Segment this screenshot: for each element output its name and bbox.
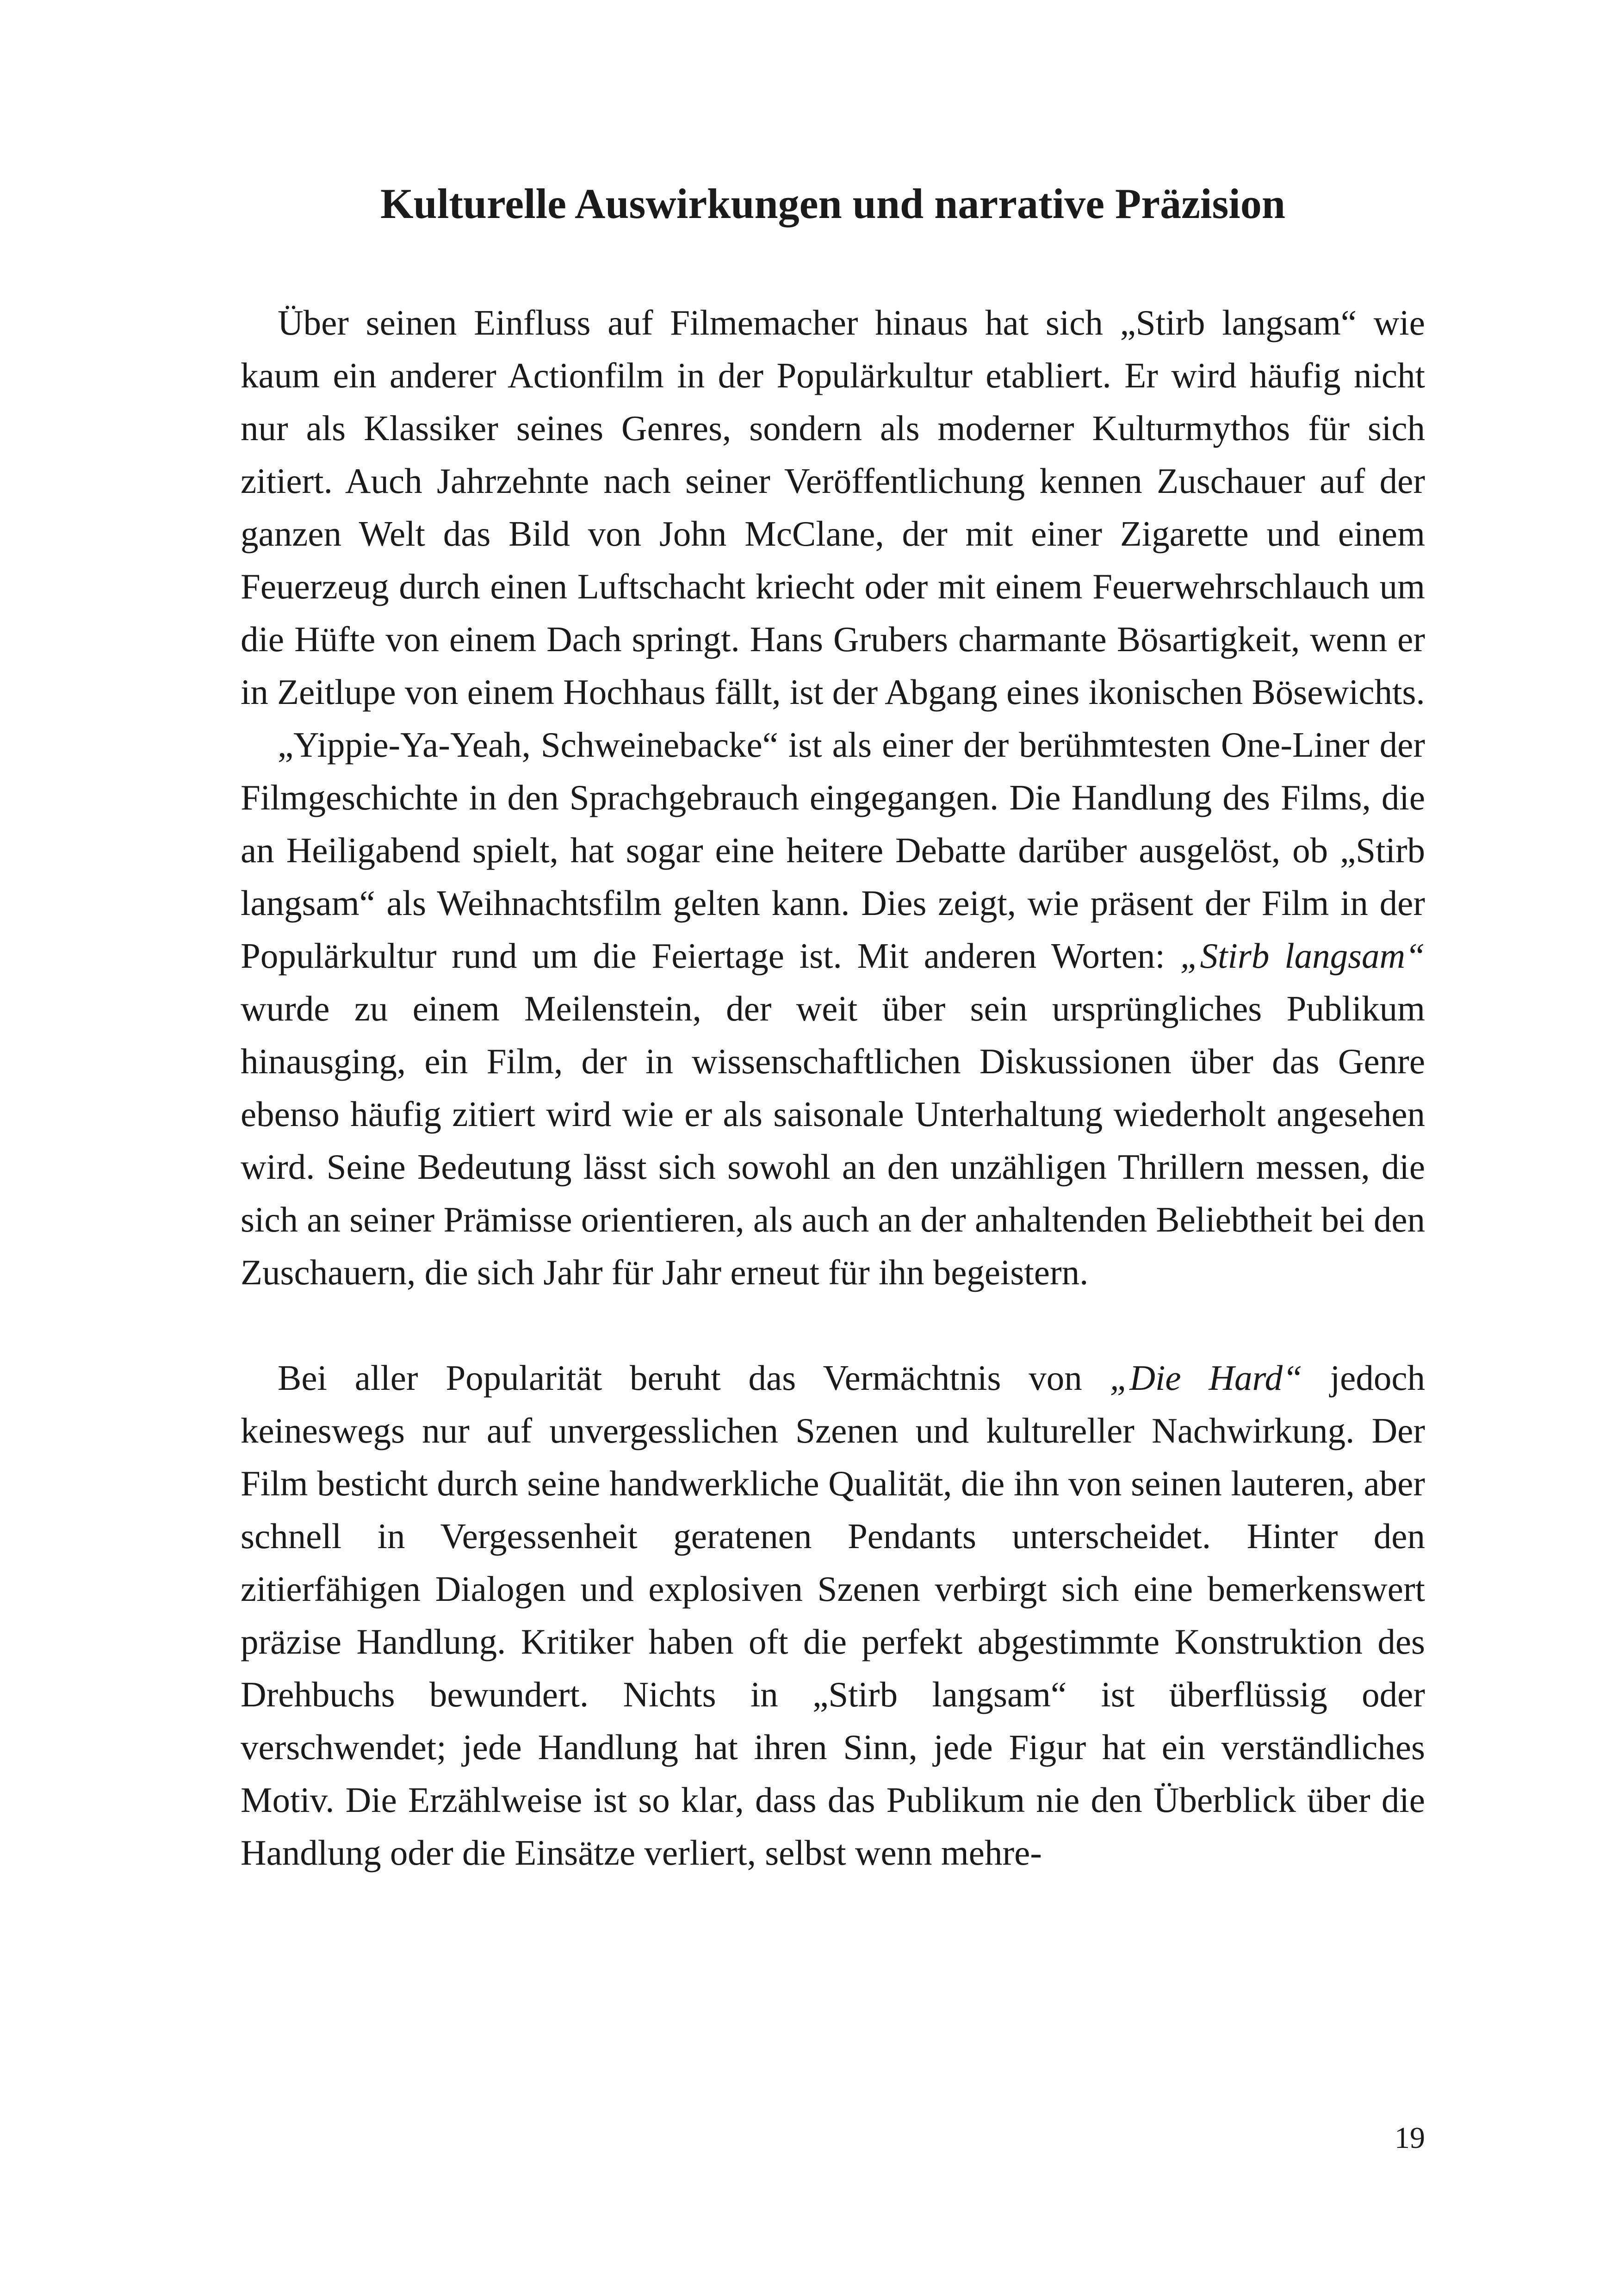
paragraph-3-text-a: Bei aller Popularität beruht das Vermächtnis von (278, 1358, 1110, 1398)
paragraph-2 (241, 718, 1425, 1299)
paragraph-3-text-b: jedoch keineswegs nur auf unvergesslichen Szenen und kultureller Nachwirkung. Der Film besticht durch seine handwerkliche Qualität, die ihn von seinen lauteren, aber schnell in Vergessenheit geratenen Pendants unterscheidet. Hinter den zitierfähigen Dialogen und explosiven Szenen verbirgt sich eine bemerkenswert präzise Handlung. Kritiker haben oft die perfekt abgestimmte Konstruktion des Drehbuchs bewundert. Nichts in „Stirb langsam“ ist überflüssig oder verschwendet; jede Handlung hat ihren Sinn, jede Figur hat ein verständliches Motiv. Die Erzählweise ist so klar, dass das Publikum nie den Überblick über die Handlung oder die Einsätze verliert, selbst wenn mehre- (241, 1358, 1426, 1873)
page-number: 19 (1395, 2121, 1425, 2155)
paragraph-2-text-b: wurde zu einem Meilenstein, der weit über sein ursprüngliches Publikum hinausging, ein Film, der in wissenschaftlichen Diskussionen über das Genre ebenso häufig zitiert wird wie er als saisonale Unterhaltung wiederholt angesehen wird. Seine Bedeutung lässt sich sowohl an den unzähligen Thrillern messen, die sich an seiner Prämisse orientieren, als auch an der anhaltenden Beliebtheit bei den Zuschauern, die sich Jahr für Jahr erneut für ihn begeistern. (241, 989, 1425, 1292)
paragraph-1: Über seinen Einfluss auf Filmemacher hinaus hat sich „Stirb langsam“ wie kaum ein anderer Actionfilm in der Populärkultur etabliert. Er wird häufig nicht nur als Klassiker seines Genres, sondern als moderner Kulturmythos für sich zitiert. Auch Jahrzehnte nach seiner Veröffentlichung kennen Zuschauer auf der ganzen Welt das Bild von John McClane, der mit einer Zigarette und einem Feuerzeug durch einen Luftschacht kriecht oder mit einem Feuerwehrschlauch um die Hüfte von einem Dach springt. Hans Grubers charmante Bösartigkeit, wenn er in Zeitlupe von einem Hochhaus fällt, ist der Abgang eines ikonischen Bösewichts. (241, 303, 1425, 712)
paragraph-3 (241, 1351, 1425, 1879)
section-gap (241, 1299, 1425, 1351)
paragraph-3-italic-title: „Die Hard“ (1110, 1358, 1302, 1398)
paragraph-2-italic-title: „Stirb langsam“ (1180, 936, 1425, 976)
page-body (241, 176, 1425, 1879)
section-heading: Kulturelle Auswirkungen und narrative Präzision (380, 180, 1286, 227)
paragraph-2-text-a: „Yippie-Ya-Yeah, Schweinebacke“ ist als einer der berühmtesten One-Liner der Filmgeschichte in den Sprachgebrauch eingegangen. Die Handlung des Films, die an Heiligabend spielt, hat sogar eine heitere Debatte darüber ausgelöst, ob „Stirb langsam“ als Weihnachtsfilm gelten kann. Dies zeigt, wie präsent der Film in der Populärkultur rund um die Feiertage ist. Mit anderen Worten: (241, 725, 1425, 976)
